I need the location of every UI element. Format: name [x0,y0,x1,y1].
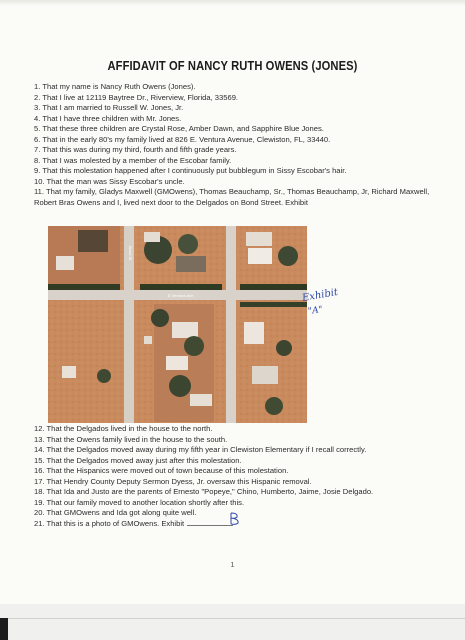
scan-bottom-edge [0,604,465,640]
street-label-bond: Bond St [128,246,133,261]
statement-text: That my name is Nancy Ruth Owens (Jones). [42,82,196,91]
statement-item [34,435,439,446]
statement-item [34,114,439,125]
statement-text: That in the early 80's my family lived at 826 E. Ventura Avenue, Clewiston, FL, 33440. [42,134,331,144]
statement-item [34,187,439,208]
statement-number: 8. [34,155,41,165]
handwritten-exhibit-quoted-a: "A" [307,305,324,317]
statement-text: That the man was Sissy Escobar's uncle. [46,176,185,186]
statement-number: 2. [34,92,41,102]
statement-text: That this molestation happened after I continuously put bubblegum in Sissy Escobar's hair. [42,166,347,175]
statement-text: That the Delgados lived in the house to the north. [46,424,213,433]
statement-text: That Ida and Justo are the parents of Ernesto "Popeye," Chino, Humberto, Jaime, Josie Delgado. [46,487,374,496]
scan-dark-corner [0,618,8,640]
statement-text: That the Delgados moved away just after this molestation. [46,455,242,465]
handwritten-exhibit-label: Exhibit [301,286,339,305]
statement-number: 13. [34,434,45,444]
aerial-photo [48,226,307,423]
scan-edge-line [0,618,465,619]
statement-text: That the Hispanics were moved out of town because of this molestation. [46,466,289,475]
statement-text: That our family moved to another location shortly after this. [46,497,245,507]
statement-item [34,124,439,135]
statement-text: That the Delgados moved away during my fifth year in Clewiston Elementary if I recall correctly. [46,445,367,454]
statement-number: 19. [34,497,45,507]
statement-item [34,93,439,104]
statement-item [34,166,439,177]
statement-item [34,424,439,435]
statement-number: 16. [34,466,45,475]
statement-number: 15. [34,455,45,465]
statement-item [34,445,439,456]
statement-item [34,177,439,188]
statement-number: 20. [34,508,45,517]
statement-number: 5. [34,124,41,133]
handwritten-exhibit-b [226,511,244,527]
statement-number: 3. [34,103,41,112]
statement-number: 1. [34,82,41,91]
statement-number: 17. [34,476,45,486]
page-number: 1 [230,560,235,569]
statement-number: 12. [34,424,45,433]
statement-item [34,82,439,93]
statement-text: That I have three children with Mr. Jones. [42,113,182,123]
statement-number: 18. [34,487,45,496]
statement-number: 14. [34,445,45,454]
statement-item [34,456,439,467]
statement-number: 11. [34,187,44,196]
statement-text: That Hendry County Deputy Sermon Dyess, Jr. oversaw this Hispanic removal. [46,476,312,486]
statement-text: That I live at 12119 Baytree Dr., Riverview, Florida, 33569. [42,92,239,102]
statement-number: 6. [34,134,41,144]
statement-number: 9. [34,166,41,175]
statement-item [34,145,439,156]
statement-text: That this is a photo of GMOwens. Exhibit [46,518,185,528]
statement-number: 4. [34,113,41,123]
statement-item [34,466,439,477]
statement-number: 7. [34,145,41,154]
statement-item [34,477,439,488]
handwritten-exhibit-note [300,286,362,328]
statements-list-top [34,82,439,208]
street-label-ventura: E Ventura Ave [168,293,194,298]
statement-number: 10. [34,176,45,186]
statement-item [34,135,439,146]
statement-text: That this was during my third, fourth and fifth grade years. [42,145,237,154]
document-title: AFFIDAVIT OF NANCY RUTH OWENS (JONES) [107,58,358,73]
statement-text: That these three children are Crystal Rose, Amber Dawn, and Sapphire Blue Jones. [42,124,324,133]
statement-item [34,487,439,498]
statement-item [34,103,439,114]
statement-number: 21. [34,518,45,528]
page-top-edge [0,0,465,6]
aerial-photo-image [48,226,307,423]
statement-text: That the Owens family lived in the house to the south. [46,434,228,444]
statement-item [34,498,439,509]
statement-text: That I am married to Russell W. Jones, Jr. [42,103,184,112]
statement-text: That my family, Gladys Maxwell (GMOwens), Thomas Beauchamp, Sr., Thomas Beauchamp, Jr, Richard Maxwell, Robert Bras Owens and I, lived next door to the Delgados on Bond Street. Exhibit [34,187,430,207]
statement-item [34,156,439,167]
statement-text: That GMOwens and Ida got along quite well. [46,508,197,517]
statement-text: That I was molested by a member of the Escobar family. [42,155,232,165]
